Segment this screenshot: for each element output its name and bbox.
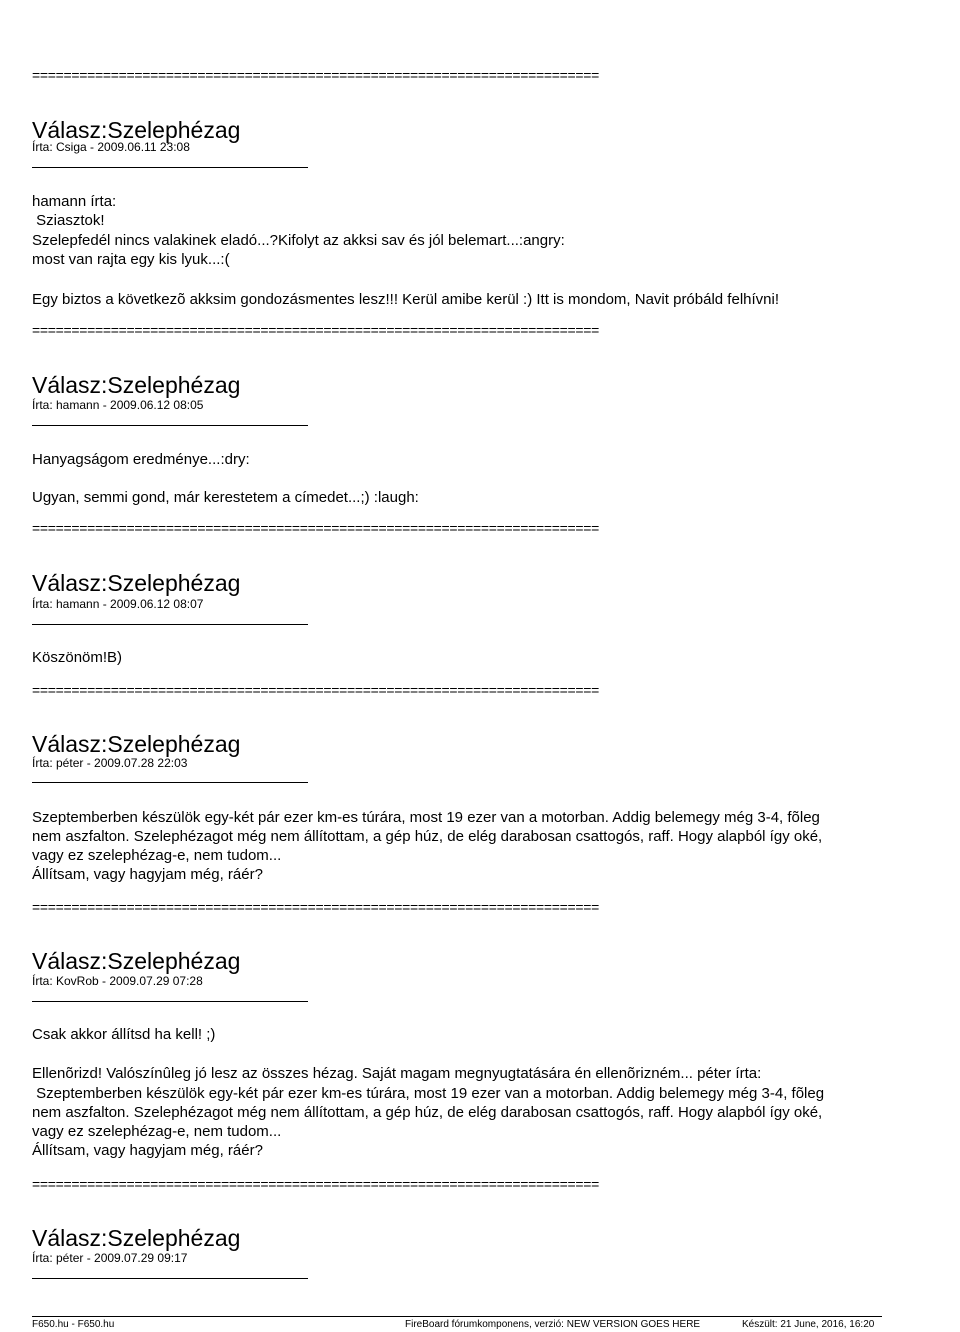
post-meta: Írta: péter - 2009.07.29 09:17	[32, 1251, 188, 1265]
post-meta: Írta: Csiga - 2009.06.11 23:08	[32, 140, 190, 154]
post-meta: Írta: péter - 2009.07.28 22:03	[32, 756, 188, 770]
post-text-line: Csak akkor állítsd ha kell! ;)	[32, 1026, 216, 1043]
post-text-line: Állítsam, vagy hagyjam még, ráér?	[32, 1142, 263, 1159]
separator-line: ========================================================================	[32, 899, 600, 915]
footer-generated: Készült: 21 June, 2016, 16:20	[742, 1319, 875, 1330]
post-divider	[32, 1001, 308, 1002]
post-text-line: Szeptemberben készülök egy-két pár ezer km-es túrára, most 19 ezer van a motorban. Addig belemegy még 3-4, fõleg	[32, 809, 820, 826]
post-meta: Írta: KovRob - 2009.07.29 07:28	[32, 974, 203, 988]
post-text-line: Szeptemberben készülök egy-két pár ezer km-es túrára, most 19 ezer van a motorban. Addig belemegy még 3-4, fõleg	[32, 1085, 825, 1102]
post-divider	[32, 782, 308, 783]
post-text-line: Állítsam, vagy hagyjam még, ráér?	[32, 866, 263, 883]
post-title: Válasz:Szelephézag	[32, 731, 241, 757]
post-title: Válasz:Szelephézag	[32, 948, 241, 974]
post-divider	[32, 1278, 308, 1279]
post-text-line: Köszönöm!B)	[32, 649, 123, 666]
separator-line: ========================================================================	[32, 682, 600, 698]
post-text-line: Hanyagságom eredménye...:dry:	[32, 451, 250, 468]
post-text-line: Ellenõrizd! Valószínûleg jó lesz az összes hézag. Saját magam megnyugtatására én ellenõrizném... péter írta:	[32, 1065, 762, 1082]
post-text-line: nem aszfalton. Szelephézagot még nem állítottam, a gép húz, de elég darabosan csattogós, raff. Hogy alapból így oké,	[32, 828, 823, 845]
post-title: Válasz:Szelephézag	[32, 570, 241, 596]
post-divider	[32, 624, 308, 625]
post-text-line: Sziasztok!	[32, 212, 105, 229]
post-text-line: nem aszfalton. Szelephézagot még nem állítottam, a gép húz, de elég darabosan csattogós, raff. Hogy alapból így oké,	[32, 1104, 823, 1121]
post-text-line: Szelepfedél nincs valakinek eladó...?Kifolyt az akksi sav és jól belemart...:angry:	[32, 232, 565, 249]
separator-line: ========================================================================	[32, 322, 600, 338]
post-text-line: vagy ez szelephézag-e, nem tudom...	[32, 1123, 282, 1140]
footer-divider	[32, 1316, 882, 1317]
post-divider	[32, 425, 308, 426]
post-text-line: Egy biztos a következõ akksim gondozásmentes lesz!!! Kerül amibe kerül :) Itt is mondom, Navit próbáld felhívni!	[32, 291, 779, 308]
post-meta: Írta: hamann - 2009.06.12 08:05	[32, 398, 204, 412]
footer-site: F650.hu - F650.hu	[32, 1319, 115, 1330]
post-divider	[32, 167, 308, 168]
post-text-line: vagy ez szelephézag-e, nem tudom...	[32, 847, 282, 864]
post-text-line: hamann írta:	[32, 193, 117, 210]
post-title: Válasz:Szelephézag	[32, 117, 241, 143]
separator-line: ========================================================================	[32, 67, 600, 83]
post-title: Válasz:Szelephézag	[32, 372, 241, 398]
separator-line: ========================================================================	[32, 520, 600, 536]
footer-software: FireBoard fórumkomponens, verzió: NEW VERSION GOES HERE	[405, 1319, 701, 1330]
post-text-line: most van rajta egy kis lyuk...:(	[32, 251, 230, 268]
post-meta: Írta: hamann - 2009.06.12 08:07	[32, 597, 204, 611]
post-text-line: Ugyan, semmi gond, már kerestetem a címedet...;) :laugh:	[32, 489, 419, 506]
separator-line: ========================================================================	[32, 1176, 600, 1192]
post-title: Válasz:Szelephézag	[32, 1225, 241, 1251]
